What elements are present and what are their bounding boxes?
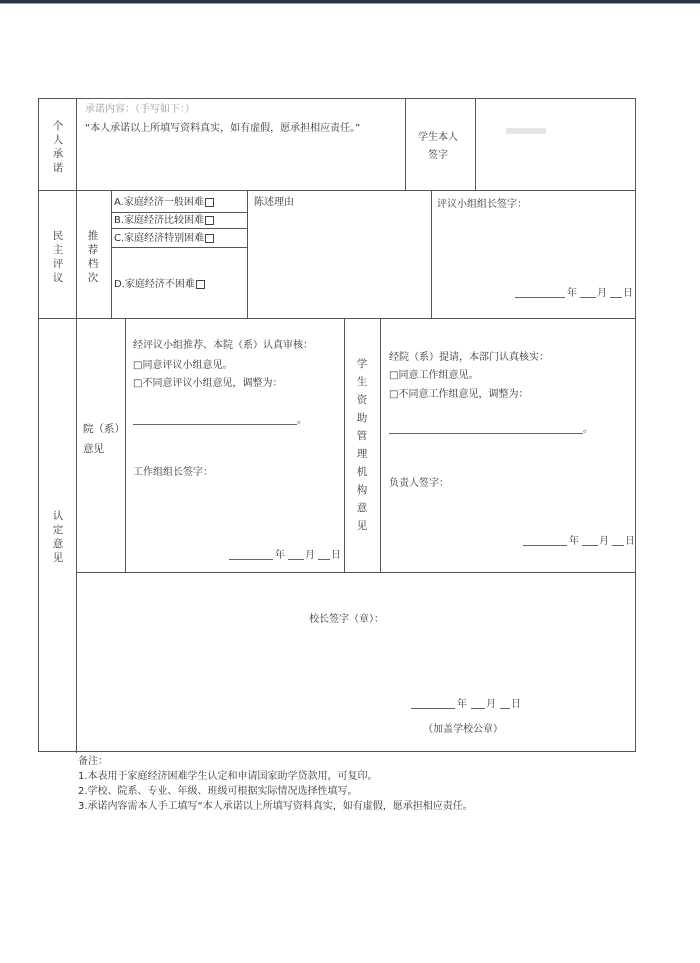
option-a-label: A.家庭经济一般困难 bbox=[114, 197, 204, 208]
aid-office-adjust-blank[interactable] bbox=[389, 433, 583, 434]
college-date-month-blank[interactable] bbox=[288, 559, 304, 560]
college-content-divider bbox=[344, 318, 345, 572]
note-item-3: 3.承诺内容需本人手工填写“本人承诺以上所填写资料真实，如有虚假，愿承担相应责任。 bbox=[78, 801, 473, 812]
college-date-month: 月 bbox=[305, 550, 315, 561]
commitment-text: “本人承诺以上所填写资料真实，如有虚假，愿承担相应责任。” bbox=[85, 123, 361, 134]
principal-date-month: 月 bbox=[486, 699, 496, 710]
note-item-2: 2.学校、院系、专业、年级、班级可根据实际情况选择性填写。 bbox=[78, 786, 358, 797]
notes-title: 备注： bbox=[78, 756, 108, 767]
college-date-day-blank[interactable] bbox=[318, 559, 330, 560]
aid-office-intro: 经院（系）提请，本部门认真核实： bbox=[389, 352, 549, 363]
student-signature-label-1: 学生本人 bbox=[418, 132, 458, 143]
commitment-content-label: 承诺内容：（手写如下：） bbox=[85, 104, 195, 115]
option-c-label: C.家庭经济特别困难 bbox=[114, 233, 205, 244]
principal-date-year: 年 bbox=[457, 699, 467, 710]
college-adjust-period: 。 bbox=[297, 415, 307, 426]
principal-date-year-blank[interactable] bbox=[411, 708, 455, 709]
college-intro: 经评议小组推荐、本院（系）认真审核： bbox=[133, 340, 313, 351]
principal-date-day: 日 bbox=[511, 699, 521, 710]
option-divider-b bbox=[111, 228, 247, 229]
option-divider-a bbox=[111, 212, 247, 213]
review-date-year-blank[interactable] bbox=[515, 297, 565, 298]
reason-divider bbox=[431, 190, 432, 318]
option-d[interactable] bbox=[114, 278, 205, 292]
aid-date-day: 日 bbox=[625, 536, 635, 547]
option-divider-c bbox=[111, 247, 247, 248]
college-signature-label: 工作组组长签字： bbox=[133, 467, 213, 478]
label-column-divider bbox=[76, 99, 77, 753]
row-divider-review bbox=[39, 318, 635, 319]
review-date-day-blank[interactable] bbox=[610, 297, 622, 298]
reason-label: 陈述理由 bbox=[254, 197, 294, 208]
option-c-checkbox[interactable] bbox=[205, 234, 214, 243]
college-label-divider bbox=[125, 318, 126, 572]
aid-date-day-blank[interactable] bbox=[612, 545, 624, 546]
college-date-day: 日 bbox=[331, 550, 341, 561]
redacted-signature-area bbox=[506, 128, 546, 134]
aid-office-disagree-option[interactable]: □不同意工作组意见，调整为： bbox=[389, 389, 529, 400]
principal-date-month-blank[interactable] bbox=[471, 708, 485, 709]
principal-signature-label: 校长签字（章）： bbox=[309, 614, 384, 625]
aid-office-signature-label: 负责人签字： bbox=[389, 478, 449, 489]
aid-office-adjust-period: 。 bbox=[583, 424, 593, 435]
signature-label-divider-right bbox=[475, 99, 476, 190]
school-seal-note: （加盖学校公章） bbox=[423, 724, 503, 735]
aid-date-month: 月 bbox=[599, 536, 609, 547]
aid-label-divider bbox=[380, 318, 381, 572]
options-divider bbox=[247, 190, 248, 318]
aid-office-agree-option[interactable]: □同意工作组意见。 bbox=[389, 370, 479, 381]
review-leader-signature: 评议小组组长签字： bbox=[437, 199, 527, 210]
review-section-label: 民主评议 bbox=[52, 230, 64, 284]
option-a[interactable] bbox=[114, 196, 214, 210]
aid-office-opinion-label: 学生资助管理机构意见 bbox=[356, 358, 368, 532]
college-disagree-option[interactable]: □不同意评议小组意见，调整为： bbox=[133, 378, 283, 389]
aid-date-year-blank[interactable] bbox=[523, 545, 567, 546]
college-date-year-blank[interactable] bbox=[229, 559, 273, 560]
sub-label-divider bbox=[111, 190, 112, 318]
scan-edge-shadow bbox=[0, 3, 700, 4]
commitment-section-label: 个人承诺 bbox=[52, 120, 64, 174]
recognition-section-label: 认定意见 bbox=[52, 510, 64, 564]
note-item-1: 1.本表用于家庭经济困难学生认定和申请国家助学贷款用，可复印。 bbox=[78, 771, 378, 782]
option-d-checkbox[interactable] bbox=[196, 280, 205, 289]
aid-date-month-blank[interactable] bbox=[582, 545, 598, 546]
form-notes bbox=[78, 754, 473, 814]
option-d-label: D.家庭经济不困难 bbox=[114, 279, 195, 290]
option-b[interactable] bbox=[114, 214, 214, 228]
option-c[interactable] bbox=[114, 232, 214, 246]
review-date-month-blank[interactable] bbox=[580, 297, 596, 298]
recommend-level-label: 推荐档次 bbox=[87, 230, 99, 284]
option-b-checkbox[interactable] bbox=[205, 216, 214, 225]
row-divider-opinions bbox=[76, 572, 635, 573]
college-adjust-blank[interactable] bbox=[133, 424, 297, 425]
review-date-year: 年 bbox=[567, 288, 577, 299]
option-a-checkbox[interactable] bbox=[205, 198, 214, 207]
recognition-form bbox=[38, 98, 636, 752]
option-b-label: B.家庭经济比较困难 bbox=[114, 215, 205, 226]
aid-date-year: 年 bbox=[569, 536, 579, 547]
review-date-day: 日 bbox=[623, 288, 633, 299]
college-date-year: 年 bbox=[275, 550, 285, 561]
signature-label-divider-left bbox=[405, 99, 406, 190]
college-agree-option[interactable]: □同意评议小组意见。 bbox=[133, 360, 233, 371]
review-date-month: 月 bbox=[597, 288, 607, 299]
student-signature-label-2: 签字 bbox=[428, 150, 448, 161]
principal-date-day-blank[interactable] bbox=[500, 708, 510, 709]
row-divider-commitment bbox=[39, 190, 635, 191]
college-opinion-label: 院（系）意见 bbox=[83, 423, 120, 455]
